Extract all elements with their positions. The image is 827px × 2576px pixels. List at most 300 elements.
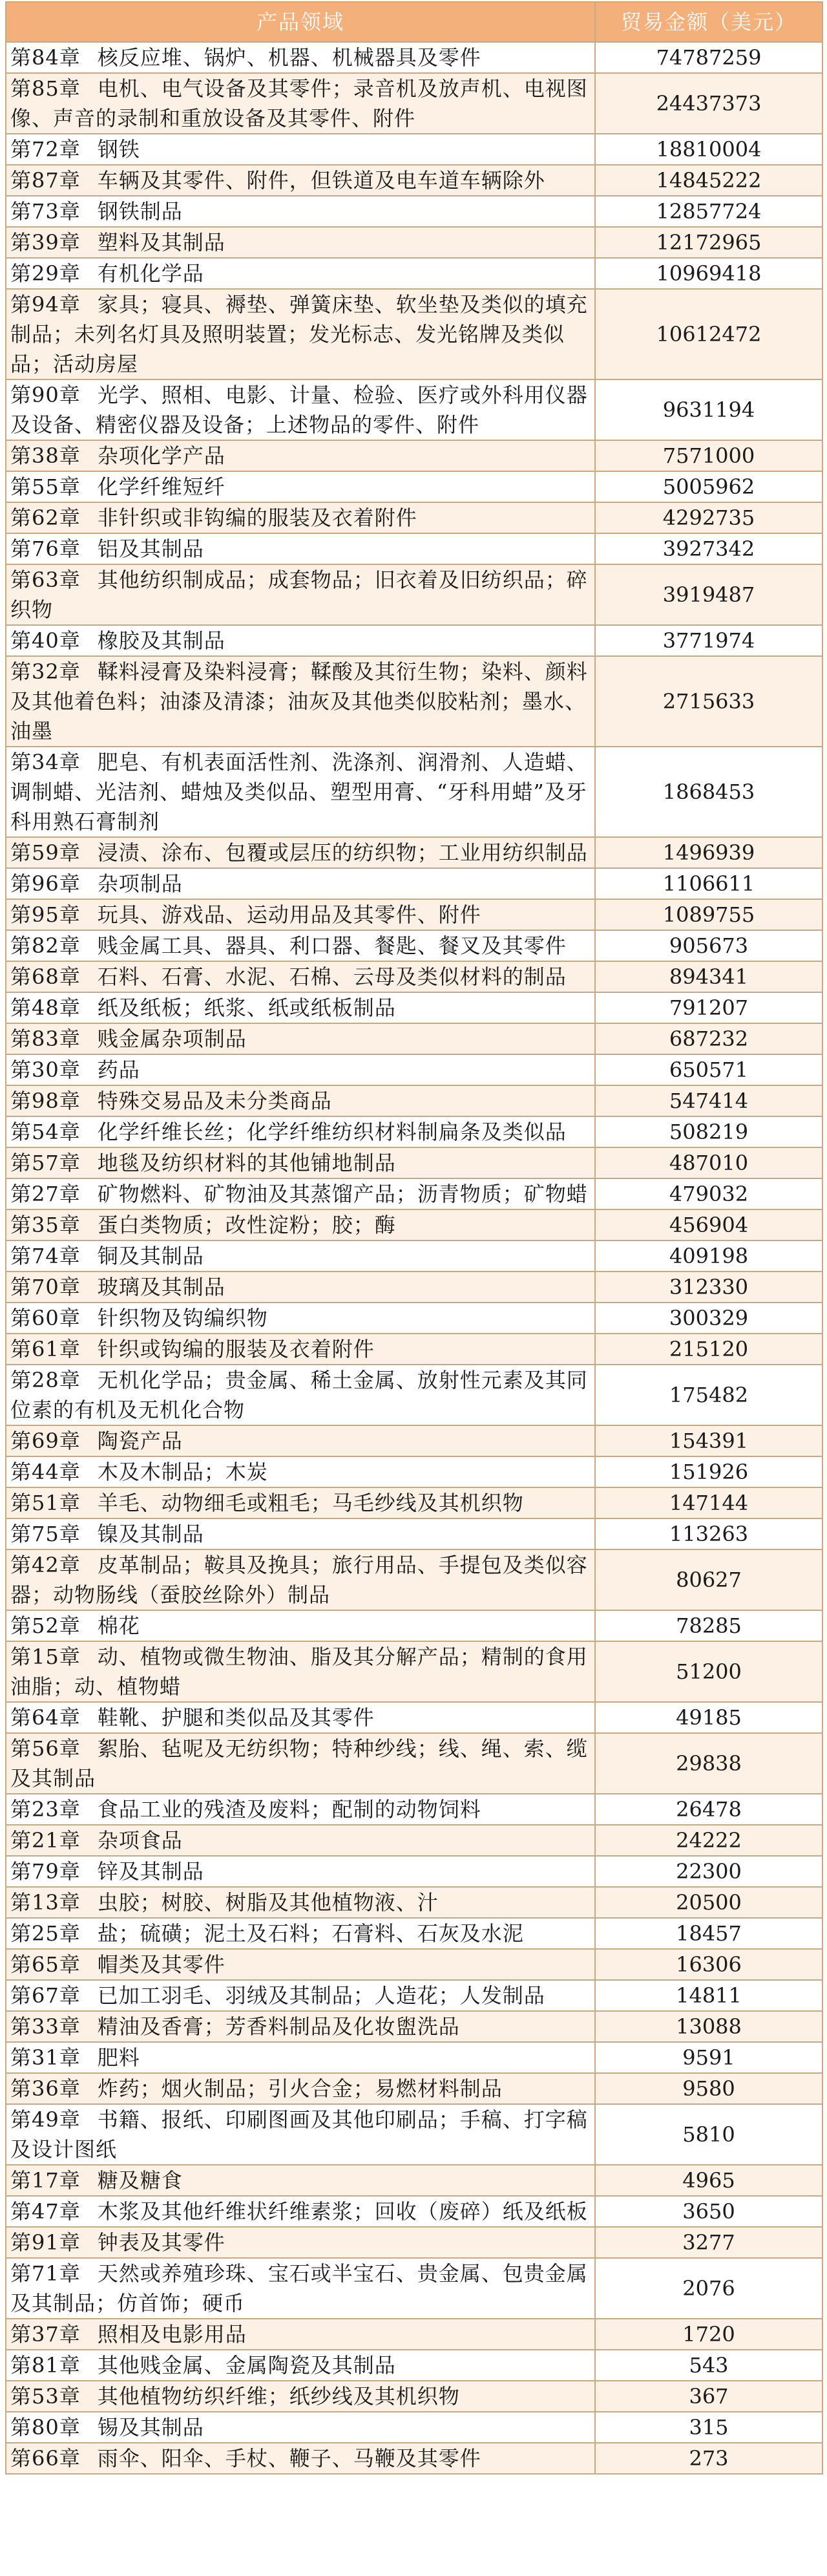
chapter-number: 第25章 xyxy=(10,1921,81,1946)
category-cell xyxy=(6,1303,595,1334)
trade-amount-cell: 29838 xyxy=(595,1733,822,1794)
category-cell xyxy=(6,1147,595,1178)
chapter-number: 第90章 xyxy=(10,383,81,407)
chapter-number: 第66章 xyxy=(10,2446,81,2471)
chapter-number: 第64章 xyxy=(10,1705,81,1730)
chapter-number: 第84章 xyxy=(10,45,81,70)
table-row xyxy=(6,1209,822,1240)
category-cell xyxy=(6,1365,595,1425)
product-name: 车辆及其零件、附件，但铁道及电车道车辆除外 xyxy=(97,168,545,193)
product-name: 食品工业的残渣及废料；配制的动物饲料 xyxy=(97,1797,481,1822)
table-row xyxy=(6,196,822,227)
product-name: 浸渍、涂布、包覆或层压的纺织物；工业用纺织制品 xyxy=(97,840,588,865)
table-row xyxy=(6,1918,822,1949)
trade-amount-cell: 905673 xyxy=(595,930,822,961)
product-name: 杂项食品 xyxy=(97,1828,183,1853)
table-row xyxy=(6,1794,822,1825)
trade-amount-cell: 9631194 xyxy=(595,379,822,440)
chapter-number: 第79章 xyxy=(10,1859,81,1884)
table-row xyxy=(6,564,822,625)
category-cell xyxy=(6,471,595,502)
category-cell xyxy=(6,1085,595,1116)
header-row xyxy=(6,2,822,42)
table-row xyxy=(6,42,822,73)
trade-amount-cell: 3919487 xyxy=(595,564,822,625)
product-name: 塑料及其制品 xyxy=(97,230,225,255)
product-name: 锡及其制品 xyxy=(97,2415,204,2440)
category-cell xyxy=(6,42,595,73)
trade-amount-cell: 409198 xyxy=(595,1240,822,1272)
category-cell xyxy=(6,1425,595,1456)
product-name: 其他贱金属、金属陶瓷及其制品 xyxy=(97,2353,396,2378)
table-row xyxy=(6,1702,822,1733)
trade-amount-cell: 14811 xyxy=(595,1980,822,2011)
category-cell xyxy=(6,2443,595,2474)
chapter-number: 第85章 xyxy=(10,76,81,101)
category-cell xyxy=(6,930,595,961)
category-cell xyxy=(6,1702,595,1733)
trade-amount-cell: 14845222 xyxy=(595,165,822,196)
trade-amount-cell: 12172965 xyxy=(595,227,822,258)
chapter-number: 第83章 xyxy=(10,1027,81,1051)
trade-amount-cell: 18810004 xyxy=(595,134,822,165)
table-row xyxy=(6,1610,822,1641)
category-cell xyxy=(6,1334,595,1365)
product-name: 针织或钩编的服装及衣着附件 xyxy=(97,1337,375,1361)
chapter-number: 第32章 xyxy=(10,659,81,684)
category-cell xyxy=(6,289,595,379)
chapter-number: 第61章 xyxy=(10,1337,81,1361)
product-name: 鞋靴、护腿和类似品及其零件 xyxy=(97,1705,375,1730)
chapter-number: 第29章 xyxy=(10,261,81,286)
product-name: 矿物燃料、矿物油及其蒸馏产品；沥青物质；矿物蜡 xyxy=(97,1182,588,1206)
trade-amount-cell: 9580 xyxy=(595,2073,822,2104)
category-cell xyxy=(6,2104,595,2165)
product-name: 钟表及其零件 xyxy=(97,2230,225,2255)
trade-amount-cell: 20500 xyxy=(595,1887,822,1918)
table-row xyxy=(6,289,822,379)
trade-amount-cell: 687232 xyxy=(595,1023,822,1054)
table-row xyxy=(6,837,822,868)
category-cell xyxy=(6,1240,595,1272)
trade-amount-cell: 151926 xyxy=(595,1456,822,1487)
product-name: 天然或养殖珍珠、宝石或半宝石、贵金属、包贵金属及其制品；仿首饰；硬币 xyxy=(10,2261,588,2315)
product-name: 针织物及钩编织物 xyxy=(97,1306,268,1330)
table-row xyxy=(6,1487,822,1518)
chapter-number: 第87章 xyxy=(10,168,81,193)
product-name: 虫胶；树胶、树脂及其他植物液、汁 xyxy=(97,1890,439,1915)
category-cell xyxy=(6,1487,595,1518)
table-row xyxy=(6,440,822,471)
header-category: 产品领域 xyxy=(6,2,595,42)
category-cell xyxy=(6,2319,595,2350)
table-row xyxy=(6,1980,822,2011)
category-cell xyxy=(6,1641,595,1702)
trade-amount-cell: 5810 xyxy=(595,2104,822,2165)
product-name: 铝及其制品 xyxy=(97,537,204,561)
trade-amount-cell: 9591 xyxy=(595,2042,822,2073)
table-row xyxy=(6,1147,822,1178)
product-name: 橡胶及其制品 xyxy=(97,628,225,653)
category-cell xyxy=(6,1054,595,1085)
product-name: 糖及糖食 xyxy=(97,2168,183,2193)
table-header xyxy=(6,2,822,42)
table-row xyxy=(6,2011,822,2042)
chapter-number: 第91章 xyxy=(10,2230,81,2255)
product-name: 化学纤维短纤 xyxy=(97,474,225,499)
chapter-number: 第48章 xyxy=(10,995,81,1020)
product-name: 盐；硫磺；泥土及石料；石膏料、石灰及水泥 xyxy=(97,1921,524,1946)
trade-amount-cell: 3277 xyxy=(595,2227,822,2258)
trade-amount-cell: 3650 xyxy=(595,2196,822,2227)
product-name: 杂项化学产品 xyxy=(97,443,225,468)
product-name: 石料、石膏、水泥、石棉、云母及类似材料的制品 xyxy=(97,964,567,989)
chapter-number: 第35章 xyxy=(10,1213,81,1237)
category-cell xyxy=(6,196,595,227)
product-name: 棉花 xyxy=(97,1613,140,1638)
category-cell xyxy=(6,2258,595,2319)
category-cell xyxy=(6,2227,595,2258)
table-row xyxy=(6,1549,822,1610)
chapter-number: 第21章 xyxy=(10,1828,81,1853)
chapter-number: 第63章 xyxy=(10,568,81,592)
category-cell xyxy=(6,656,595,747)
category-cell xyxy=(6,502,595,533)
trade-amount-cell: 547414 xyxy=(595,1085,822,1116)
table-row xyxy=(6,1240,822,1272)
product-name: 蛋白类物质；改性淀粉；胶；酶 xyxy=(97,1213,396,1237)
table-row xyxy=(6,2412,822,2443)
trade-table xyxy=(5,1,823,2475)
table-row xyxy=(6,930,822,961)
chapter-number: 第39章 xyxy=(10,230,81,255)
table-row xyxy=(6,502,822,533)
product-name: 贱金属工具、器具、利口器、餐匙、餐叉及其零件 xyxy=(97,933,567,958)
category-cell xyxy=(6,2011,595,2042)
table-row xyxy=(6,961,822,992)
category-cell xyxy=(6,1856,595,1887)
chapter-number: 第28章 xyxy=(10,1368,81,1392)
table-row xyxy=(6,533,822,564)
table-row xyxy=(6,2196,822,2227)
trade-amount-cell: 312330 xyxy=(595,1272,822,1303)
table-row xyxy=(6,1518,822,1549)
trade-amount-cell: 147144 xyxy=(595,1487,822,1518)
chapter-number: 第17章 xyxy=(10,2168,81,2193)
product-name: 照相及电影用品 xyxy=(97,2322,247,2347)
product-name: 动、植物或微生物油、脂及其分解产品；精制的食用油脂；动、植物蜡 xyxy=(10,1645,588,1699)
trade-amount-cell: 3927342 xyxy=(595,533,822,564)
product-name: 家具；寝具、褥垫、弹簧床垫、软坐垫及类似的填充制品；未列名灯具及照明装置；发光标志、发光铭牌及类似品；活动房屋 xyxy=(10,292,588,376)
product-name: 其他纺织制成品；成套物品；旧衣着及旧纺织品；碎织物 xyxy=(10,568,588,622)
product-name: 有机化学品 xyxy=(97,261,204,286)
product-name: 非针织或非钩编的服装及衣着附件 xyxy=(97,506,417,530)
trade-amount-cell: 4965 xyxy=(595,2165,822,2196)
category-cell xyxy=(6,1918,595,1949)
table-row xyxy=(6,1425,822,1456)
table-row xyxy=(6,165,822,196)
table-row xyxy=(6,1856,822,1887)
product-name: 肥皂、有机表面活性剂、洗涤剂、润滑剂、人造蜡、调制蜡、光洁剂、蜡烛及类似品、塑型用膏、“牙科用蜡”及牙科用熟石膏制剂 xyxy=(10,750,588,834)
category-cell xyxy=(6,1272,595,1303)
trade-amount-cell: 543 xyxy=(595,2350,822,2381)
product-name: 钢铁 xyxy=(97,137,140,162)
table-row xyxy=(6,656,822,747)
product-name: 其他植物纺织纤维；纸纱线及其机织物 xyxy=(97,2384,460,2409)
category-cell xyxy=(6,2381,595,2412)
category-cell xyxy=(6,1733,595,1794)
product-name: 地毯及纺织材料的其他铺地制品 xyxy=(97,1151,396,1175)
chapter-number: 第71章 xyxy=(10,2261,81,2286)
product-name: 镍及其制品 xyxy=(97,1522,204,1546)
chapter-number: 第67章 xyxy=(10,1983,81,2008)
product-name: 核反应堆、锅炉、机器、机械器具及零件 xyxy=(97,45,481,70)
chapter-number: 第60章 xyxy=(10,1306,81,1330)
product-name: 玩具、游戏品、运动用品及其零件、附件 xyxy=(97,902,481,927)
chapter-number: 第74章 xyxy=(10,1244,81,1268)
chapter-number: 第59章 xyxy=(10,840,81,865)
product-name: 已加工羽毛、羽绒及其制品；人造花；人发制品 xyxy=(97,1983,545,2008)
category-cell xyxy=(6,1178,595,1209)
category-cell xyxy=(6,564,595,625)
category-cell xyxy=(6,440,595,471)
category-cell xyxy=(6,1023,595,1054)
chapter-number: 第73章 xyxy=(10,199,81,224)
category-cell xyxy=(6,227,595,258)
trade-amount-cell: 315 xyxy=(595,2412,822,2443)
category-cell xyxy=(6,2196,595,2227)
category-cell xyxy=(6,899,595,930)
chapter-number: 第68章 xyxy=(10,964,81,989)
chapter-number: 第49章 xyxy=(10,2107,81,2132)
product-name: 杂项制品 xyxy=(97,871,183,896)
trade-amount-cell: 26478 xyxy=(595,1794,822,1825)
table-row xyxy=(6,2073,822,2104)
trade-amount-cell: 16306 xyxy=(595,1949,822,1980)
category-cell xyxy=(6,2042,595,2073)
category-cell xyxy=(6,625,595,656)
trade-amount-cell: 24437373 xyxy=(595,73,822,134)
trade-amount-cell: 13088 xyxy=(595,2011,822,2042)
trade-amount-cell: 24222 xyxy=(595,1825,822,1856)
chapter-number: 第53章 xyxy=(10,2384,81,2409)
category-cell xyxy=(6,2165,595,2196)
chapter-number: 第72章 xyxy=(10,137,81,162)
chapter-number: 第33章 xyxy=(10,2014,81,2039)
category-cell xyxy=(6,868,595,899)
trade-amount-cell: 5005962 xyxy=(595,471,822,502)
chapter-number: 第62章 xyxy=(10,506,81,530)
trade-amount-cell: 49185 xyxy=(595,1702,822,1733)
chapter-number: 第82章 xyxy=(10,933,81,958)
trade-amount-cell: 10612472 xyxy=(595,289,822,379)
table-row xyxy=(6,2443,822,2474)
category-cell xyxy=(6,1549,595,1610)
trade-amount-cell: 4292735 xyxy=(595,502,822,533)
table-row xyxy=(6,1641,822,1702)
chapter-number: 第55章 xyxy=(10,474,81,499)
trade-amount-cell: 508219 xyxy=(595,1116,822,1147)
chapter-number: 第69章 xyxy=(10,1429,81,1453)
table-row xyxy=(6,2381,822,2412)
table-row xyxy=(6,1334,822,1365)
product-name: 铜及其制品 xyxy=(97,1244,204,1268)
table-row xyxy=(6,2258,822,2319)
category-cell xyxy=(6,1518,595,1549)
table-row xyxy=(6,227,822,258)
trade-amount-cell: 1496939 xyxy=(595,837,822,868)
table-row xyxy=(6,868,822,899)
product-name: 玻璃及其制品 xyxy=(97,1275,225,1299)
table-row xyxy=(6,73,822,134)
category-cell xyxy=(6,1949,595,1980)
table-row xyxy=(6,1949,822,1980)
table-row xyxy=(6,258,822,289)
table-row xyxy=(6,1272,822,1303)
product-name: 陶瓷产品 xyxy=(97,1429,183,1453)
category-cell xyxy=(6,2412,595,2443)
category-cell xyxy=(6,73,595,134)
trade-amount-cell: 12857724 xyxy=(595,196,822,227)
chapter-number: 第27章 xyxy=(10,1182,81,1206)
product-name: 贱金属杂项制品 xyxy=(97,1027,247,1051)
table-row xyxy=(6,1825,822,1856)
product-name: 化学纤维长丝；化学纤维纺织材料制扁条及类似品 xyxy=(97,1120,567,1144)
table-row xyxy=(6,625,822,656)
category-cell xyxy=(6,747,595,837)
table-row xyxy=(6,2227,822,2258)
chapter-number: 第81章 xyxy=(10,2353,81,2378)
trade-amount-cell: 2076 xyxy=(595,2258,822,2319)
category-cell xyxy=(6,1610,595,1641)
table-row xyxy=(6,1023,822,1054)
chapter-number: 第37章 xyxy=(10,2322,81,2347)
trade-amount-cell: 74787259 xyxy=(595,42,822,73)
chapter-number: 第57章 xyxy=(10,1151,81,1175)
product-name: 鞣料浸膏及染料浸膏；鞣酸及其衍生物；染料、颜料及其他着色料；油漆及清漆；油灰及其他类似胶粘剂；墨水、油墨 xyxy=(10,659,588,743)
trade-amount-cell: 650571 xyxy=(595,1054,822,1085)
category-cell xyxy=(6,1456,595,1487)
trade-amount-cell: 894341 xyxy=(595,961,822,992)
chapter-number: 第95章 xyxy=(10,902,81,927)
product-name: 锌及其制品 xyxy=(97,1859,204,1884)
product-name: 钢铁制品 xyxy=(97,199,183,224)
table-row xyxy=(6,2042,822,2073)
chapter-number: 第44章 xyxy=(10,1460,81,1484)
product-name: 光学、照相、电影、计量、检验、医疗或外科用仪器及设备、精密仪器及设备；上述物品的零件、附件 xyxy=(10,383,588,437)
product-name: 纸及纸板；纸浆、纸或纸板制品 xyxy=(97,995,396,1020)
table-row xyxy=(6,134,822,165)
category-cell xyxy=(6,2350,595,2381)
chapter-number: 第31章 xyxy=(10,2045,81,2070)
category-cell xyxy=(6,165,595,196)
chapter-number: 第52章 xyxy=(10,1613,81,1638)
chapter-number: 第15章 xyxy=(10,1645,81,1669)
trade-amount-cell: 154391 xyxy=(595,1425,822,1456)
trade-amount-cell: 791207 xyxy=(595,992,822,1023)
category-cell xyxy=(6,1794,595,1825)
trade-amount-cell: 51200 xyxy=(595,1641,822,1702)
table-row xyxy=(6,2350,822,2381)
chapter-number: 第75章 xyxy=(10,1522,81,1546)
chapter-number: 第94章 xyxy=(10,292,81,317)
category-cell xyxy=(6,1887,595,1918)
product-name: 羊毛、动物细毛或粗毛；马毛纱线及其机织物 xyxy=(97,1491,524,1515)
table-body xyxy=(6,42,822,2474)
trade-amount-cell: 113263 xyxy=(595,1518,822,1549)
trade-amount-cell: 10969418 xyxy=(595,258,822,289)
trade-amount-cell: 1106611 xyxy=(595,868,822,899)
trade-amount-cell: 456904 xyxy=(595,1209,822,1240)
trade-amount-cell: 1089755 xyxy=(595,899,822,930)
category-cell xyxy=(6,1209,595,1240)
table-row xyxy=(6,2165,822,2196)
table-row xyxy=(6,379,822,440)
table-row xyxy=(6,747,822,837)
table-row xyxy=(6,2104,822,2165)
chapter-number: 第40章 xyxy=(10,628,81,653)
product-name: 木浆及其他纤维状纤维素浆；回收（废碎）纸及纸板 xyxy=(97,2199,588,2224)
product-name: 书籍、报纸、印刷图画及其他印刷品；手稿、打字稿及设计图纸 xyxy=(10,2107,588,2162)
trade-amount-cell: 175482 xyxy=(595,1365,822,1425)
trade-amount-cell: 80627 xyxy=(595,1549,822,1610)
chapter-number: 第56章 xyxy=(10,1736,81,1761)
chapter-number: 第51章 xyxy=(10,1491,81,1515)
category-cell xyxy=(6,379,595,440)
trade-amount-cell: 215120 xyxy=(595,1334,822,1365)
chapter-number: 第70章 xyxy=(10,1275,81,1299)
table-row xyxy=(6,1365,822,1425)
table-row xyxy=(6,992,822,1023)
trade-amount-cell: 78285 xyxy=(595,1610,822,1641)
product-name: 特殊交易品及未分类商品 xyxy=(97,1089,332,1113)
trade-amount-cell: 2715633 xyxy=(595,656,822,747)
table-row xyxy=(6,1178,822,1209)
trade-amount-cell: 300329 xyxy=(595,1303,822,1334)
chapter-number: 第30章 xyxy=(10,1058,81,1082)
chapter-number: 第65章 xyxy=(10,1952,81,1977)
category-cell xyxy=(6,2073,595,2104)
product-name: 雨伞、阳伞、手杖、鞭子、马鞭及其零件 xyxy=(97,2446,481,2471)
trade-amount-cell: 367 xyxy=(595,2381,822,2412)
category-cell xyxy=(6,1980,595,2011)
table-row xyxy=(6,1116,822,1147)
trade-amount-cell: 273 xyxy=(595,2443,822,2474)
trade-amount-cell: 18457 xyxy=(595,1918,822,1949)
product-name: 帽类及其零件 xyxy=(97,1952,225,1977)
category-cell xyxy=(6,258,595,289)
table-row xyxy=(6,1456,822,1487)
category-cell xyxy=(6,1116,595,1147)
chapter-number: 第23章 xyxy=(10,1797,81,1822)
product-name: 木及木制品；木炭 xyxy=(97,1460,268,1484)
product-name: 无机化学品；贵金属、稀土金属、放射性元素及其同位素的有机及无机化合物 xyxy=(10,1368,588,1422)
product-name: 精油及香膏；芳香料制品及化妆盥洗品 xyxy=(97,2014,460,2039)
category-cell xyxy=(6,134,595,165)
table-row xyxy=(6,2319,822,2350)
table-row xyxy=(6,1085,822,1116)
product-name: 电机、电气设备及其零件；录音机及放声机、电视图像、声音的录制和重放设备及其零件、附件 xyxy=(10,76,588,131)
category-cell xyxy=(6,992,595,1023)
chapter-number: 第98章 xyxy=(10,1089,81,1113)
chapter-number: 第34章 xyxy=(10,750,81,774)
product-name: 皮革制品；鞍具及挽具；旅行用品、手提包及类似容器；动物肠线（蚕胶丝除外）制品 xyxy=(10,1553,588,1607)
chapter-number: 第76章 xyxy=(10,537,81,561)
chapter-number: 第96章 xyxy=(10,871,81,896)
table-row xyxy=(6,1733,822,1794)
trade-amount-cell: 7571000 xyxy=(595,440,822,471)
product-name: 肥料 xyxy=(97,2045,140,2070)
